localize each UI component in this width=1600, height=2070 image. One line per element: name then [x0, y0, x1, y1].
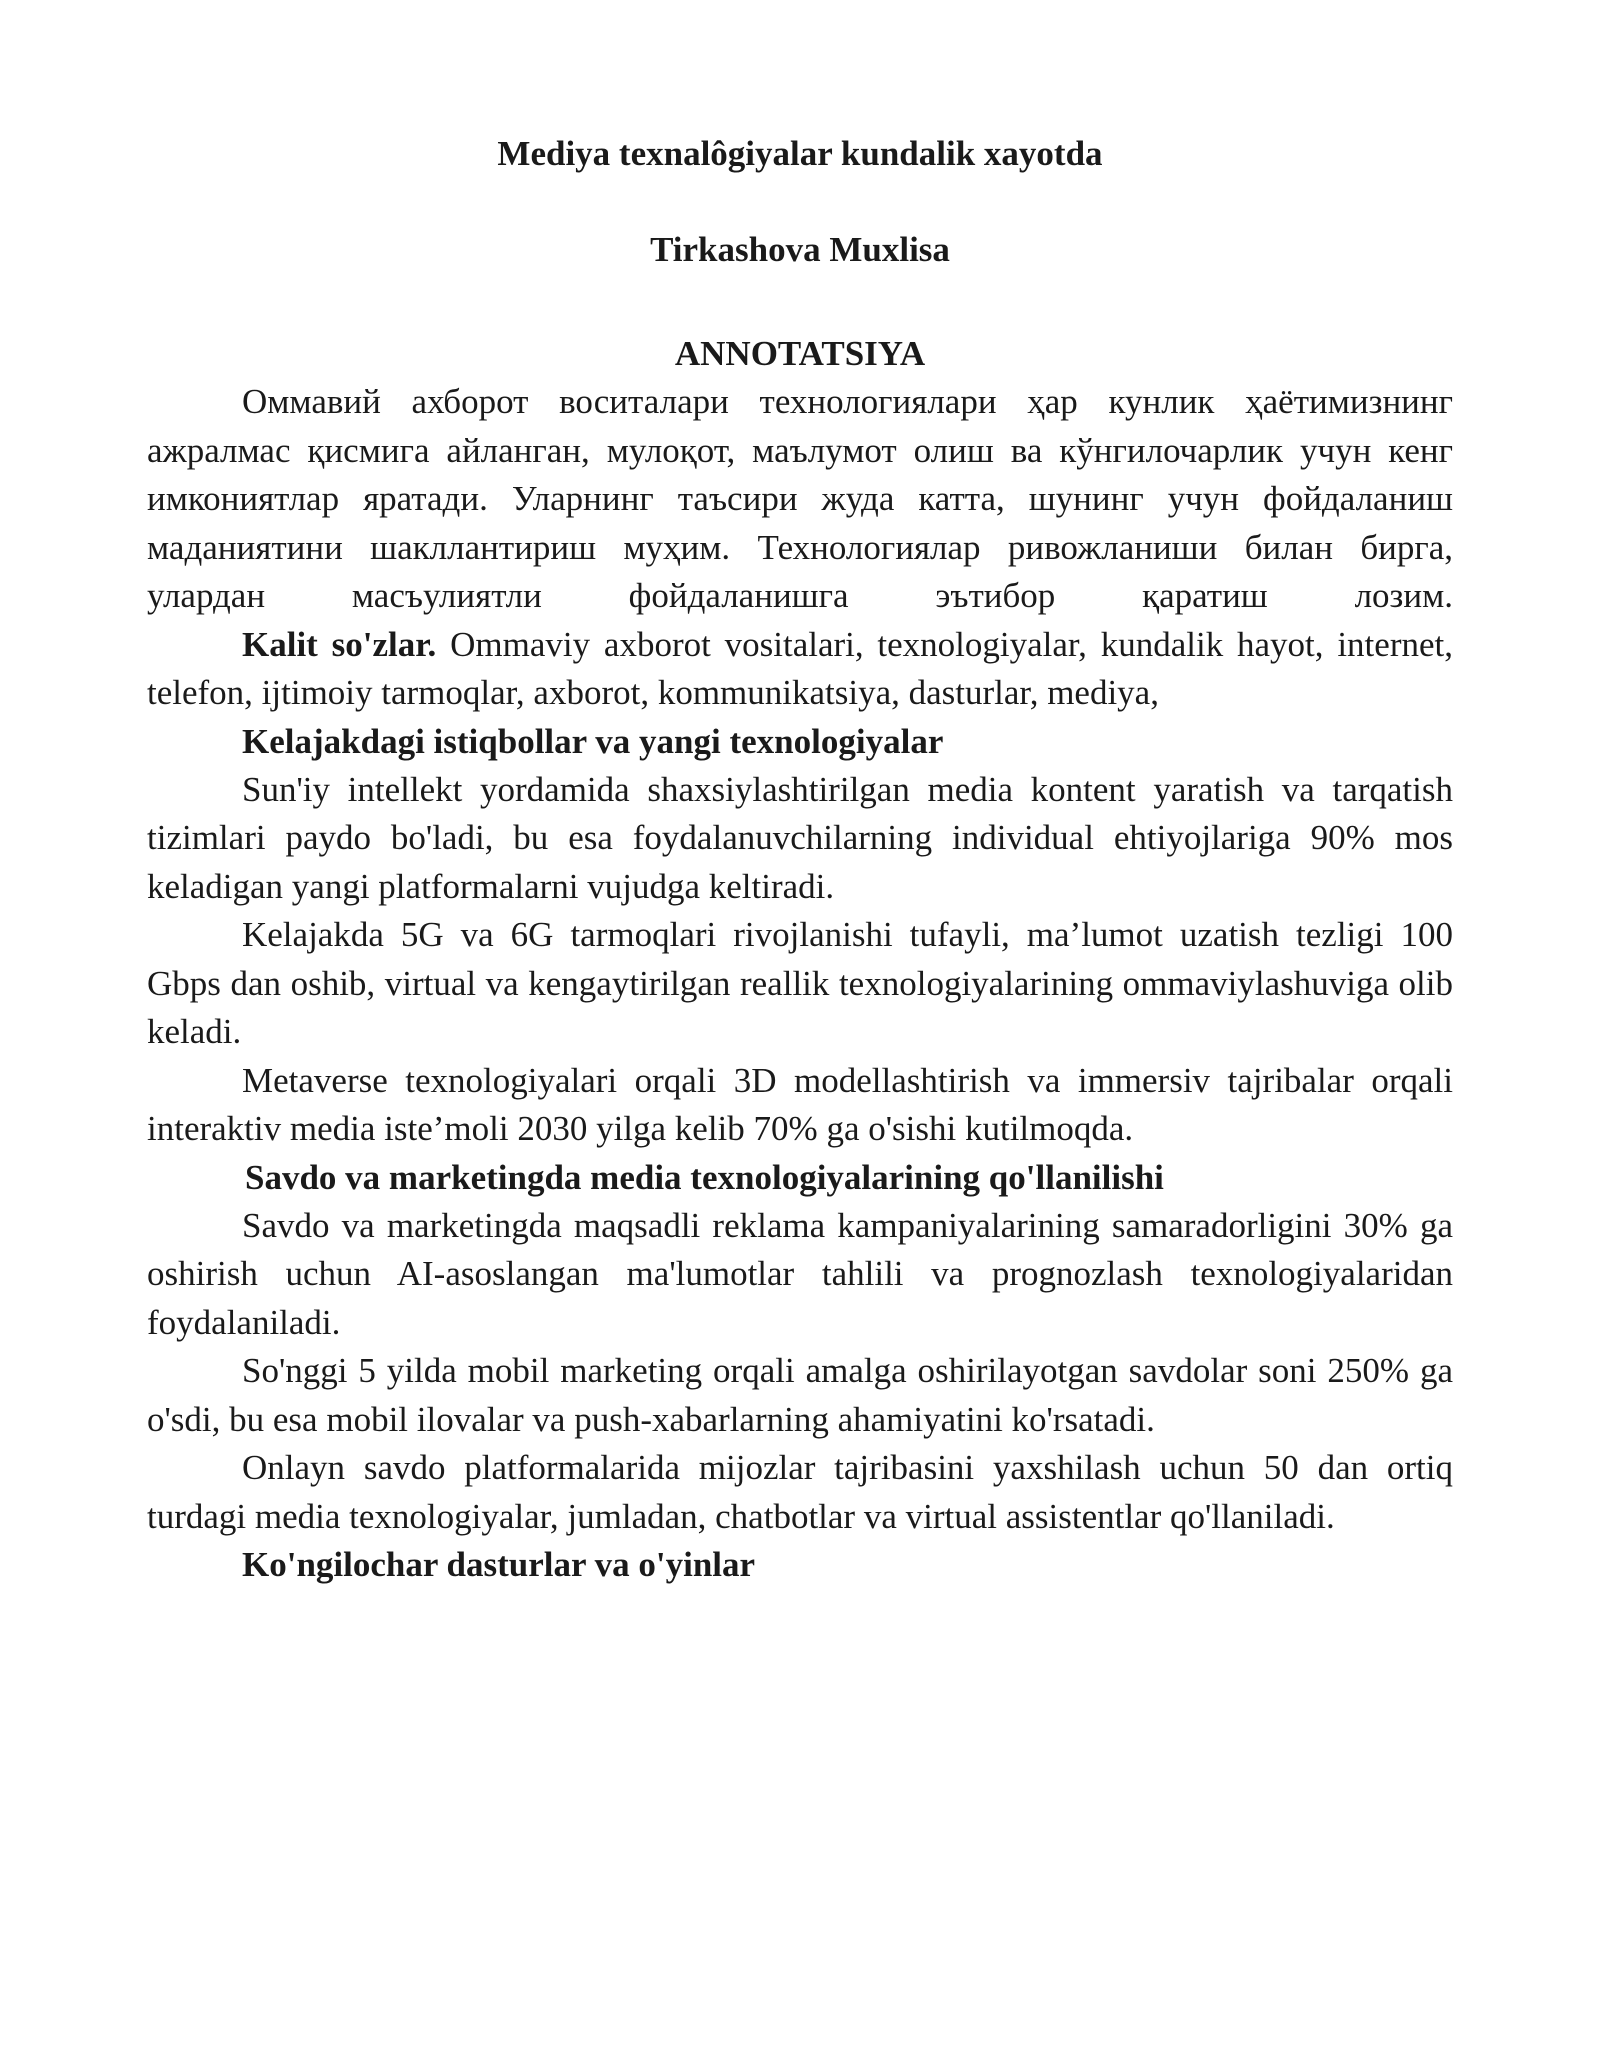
keywords-label: Kalit so'zlar. — [242, 624, 437, 664]
section-heading-future: Kelajakdagi istiqbollar va yangi texnologiyalar — [242, 721, 944, 761]
keywords-paragraph — [147, 621, 1453, 718]
document-author: Tirkashova Muxlisa — [650, 230, 950, 269]
keywords-text: Ommaviy axborot vositalari, texnologiyalar, kundalik hayot, internet, telefon, ijtimoiy tarmoqlar, axborot, kommunikatsiya, dasturlar, mediya, — [147, 624, 1453, 712]
document-title: Mediya texnalôgiyalar kundalik xayotda — [497, 134, 1103, 173]
section-future-paragraph-2: Kelajakda 5G va 6G tarmoqlari rivojlanishi tufayli, ma’lumot uzatish tezligi 100 Gbps dan oshib, virtual va kengaytirilgan reallik texnologiyalarining ommaviylashuviga olib keladi. — [147, 915, 1453, 1051]
annotation-text: Оммавий ахборот воситалари технологиялари ҳар кунлик ҳаётимизнинг ажралмас қисмига айланган, мулоқот, маълумот олиш ва кўнгилочарлик учун кенг имкониятлар яратади. Уларнинг таъсири жуда катта, шунинг учун фойдаланиш маданиятини шакллантириш муҳим. Технологиялар ривожланиши билан бирга, улардан масъулиятли фойдаланишга эътибор қаратиш лозим. — [147, 382, 1453, 615]
section-marketing-paragraph-3: Onlayn savdo platformalarida mijozlar tajribasini yaxshilash uchun 50 dan ortiq turdagi media texnologiyalar, jumladan, chatbotlar va virtual assistentlar qo'llaniladi. — [147, 1448, 1453, 1536]
section-future-paragraph-1: Sun'iy intellekt yordamida shaxsiylashtirilgan media kontent yaratish va tarqatish tizimlari paydo bo'ladi, bu esa foydalanuvchilarning individual ehtiyojlariga 90% mos keladigan yangi platformalarni vujudga keltiradi. — [147, 769, 1453, 906]
section-marketing-paragraph-2: So'nggi 5 yilda mobil marketing orqali amalga oshirilayotgan savdolar soni 250% ga o'sdi, bu esa mobil ilovalar va push-xabarlarning ahamiyatini ko'rsatadi. — [147, 1351, 1453, 1439]
annotation-heading: ANNOTATSIYA — [674, 334, 926, 373]
section-heading-marketing: Savdo va marketingda media texnologiyalarining qo'llanilishi — [245, 1157, 1164, 1197]
section-marketing-paragraph-1: Savdo va marketingda maqsadli reklama kampaniyalarining samaradorligini 30% ga oshirish uchun AI-asoslangan ma'lumotlar tahlili va prognozlash texnologiyalaridan foydalaniladi. — [147, 1205, 1453, 1342]
section-heading-entertainment: Ko'ngilochar dasturlar va o'yinlar — [242, 1545, 756, 1584]
section-future-paragraph-3: Metaverse texnologiyalari orqali 3D modellashtirish va immersiv tajribalar orqali interaktiv media iste’moli 2030 yilga kelib 70% ga o'sishi kutilmoqda. — [147, 1060, 1453, 1148]
